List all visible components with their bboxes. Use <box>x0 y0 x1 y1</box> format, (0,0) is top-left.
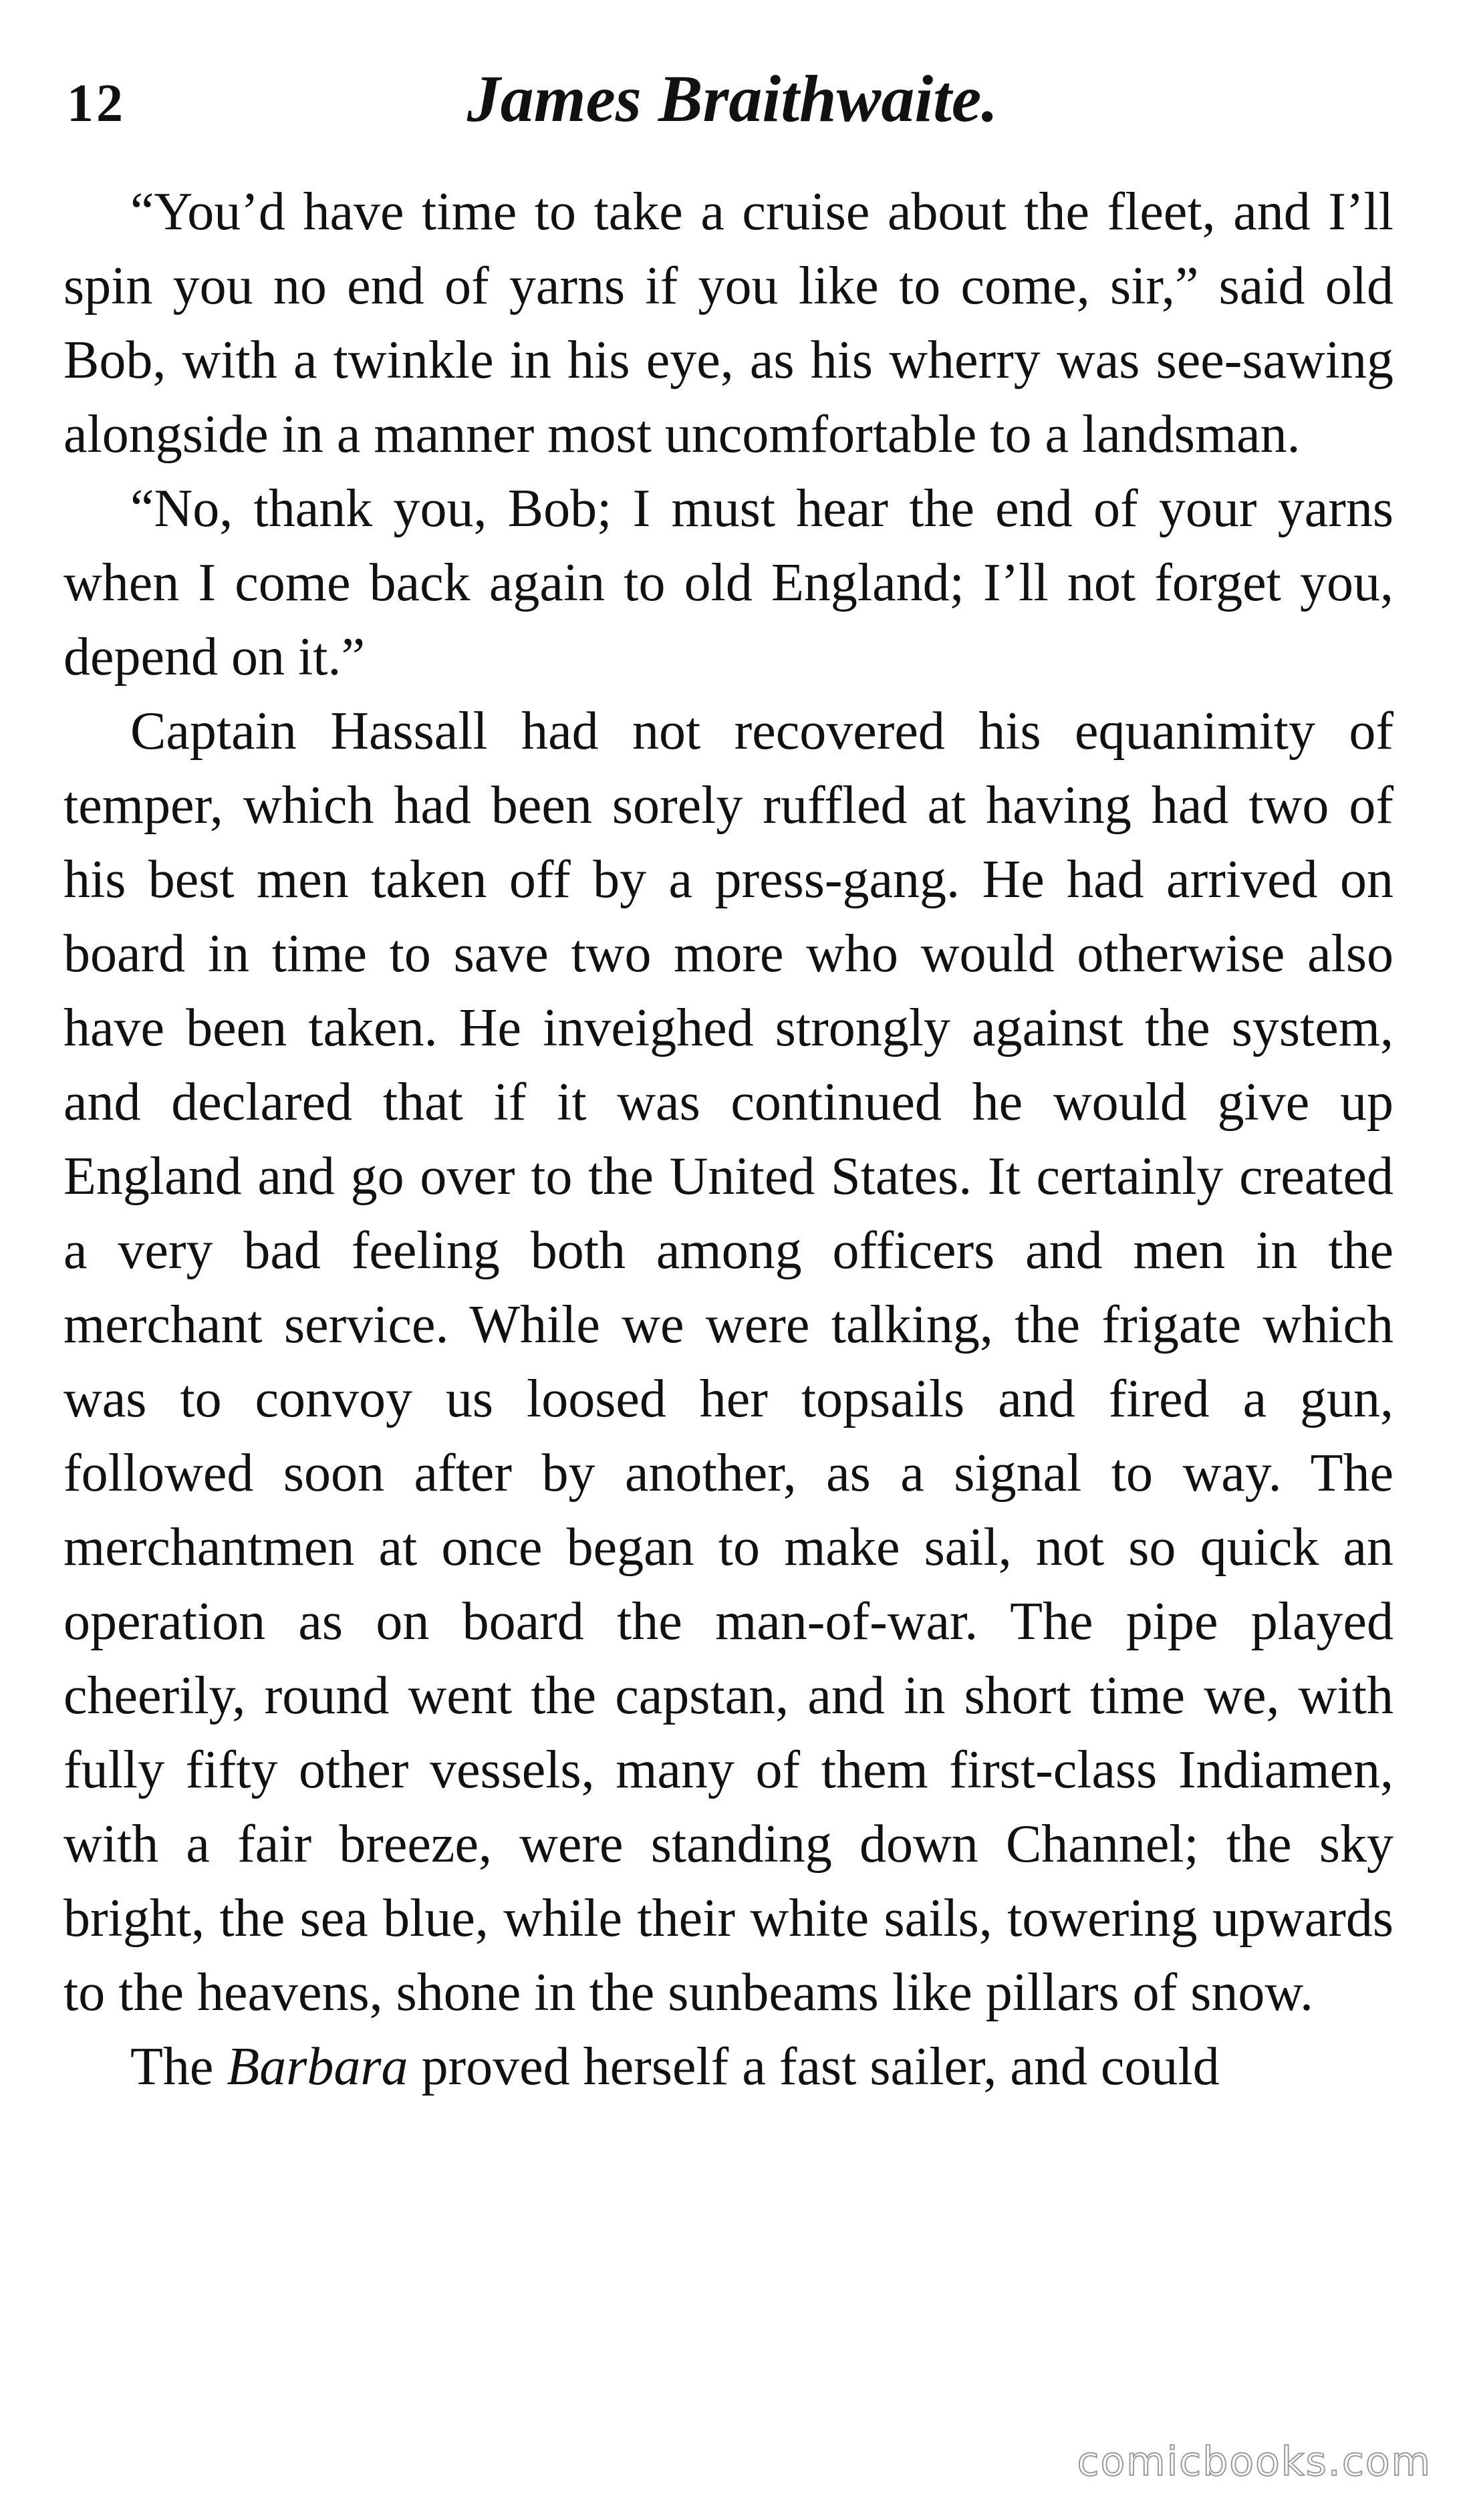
running-title: James Braithwaite. <box>467 61 998 136</box>
paragraph-text: The <box>130 2037 227 2096</box>
paragraph: “No, thank you, Bob; I must hear the end of your yarns when I come back again to old England; I’ll not forget you, depend on it.” <box>63 479 1393 686</box>
ship-name: Barbara <box>227 2037 408 2096</box>
paragraph-last <box>63 2030 1393 2104</box>
paragraph: Captain Hassall had not recovered his equanimity of temper, which had been sorely ruffled at having had two of his best men taken off by a press-gang. He had arrived on board in time to save two more who would otherwise also have been taken. He inveighed strongly against the system, and declared that if it was continued he would give up England and go over to the United States. It certainly created a very bad feeling both among officers and men in the merchant service. While we were talking, the frigate which was to convoy us loosed her topsails and fired a gun, followed soon after by another, as a signal to way. The merchantmen at once began to make sail, not so quick an operation as on board the man-of-war. The pipe played cheerily, round went the capstan, and in short time we, with fully fifty other vessels, many of them first-class Indiamen, with a fair breeze, were standing down Channel; the sky bright, the sea blue, while their white sails, towering upwards to the heavens, shone in the sunbeams like pillars of snow. <box>63 702 1393 2022</box>
paragraph-text: proved herself a fast sailer, and could <box>408 2037 1220 2096</box>
body-text <box>63 175 1393 2104</box>
page-number: 12 <box>67 74 126 133</box>
page-header <box>0 60 1465 154</box>
paragraph: “You’d have time to take a cruise about the fleet, and I’ll spin you no end of yarns if you like to come, sir,” said old Bob, with a twinkle in his eye, as his wherry was see-sawing alongside in a manner most uncomfortable to a landsman. <box>63 182 1393 464</box>
watermark: comicbooks.com <box>1077 2438 1432 2485</box>
